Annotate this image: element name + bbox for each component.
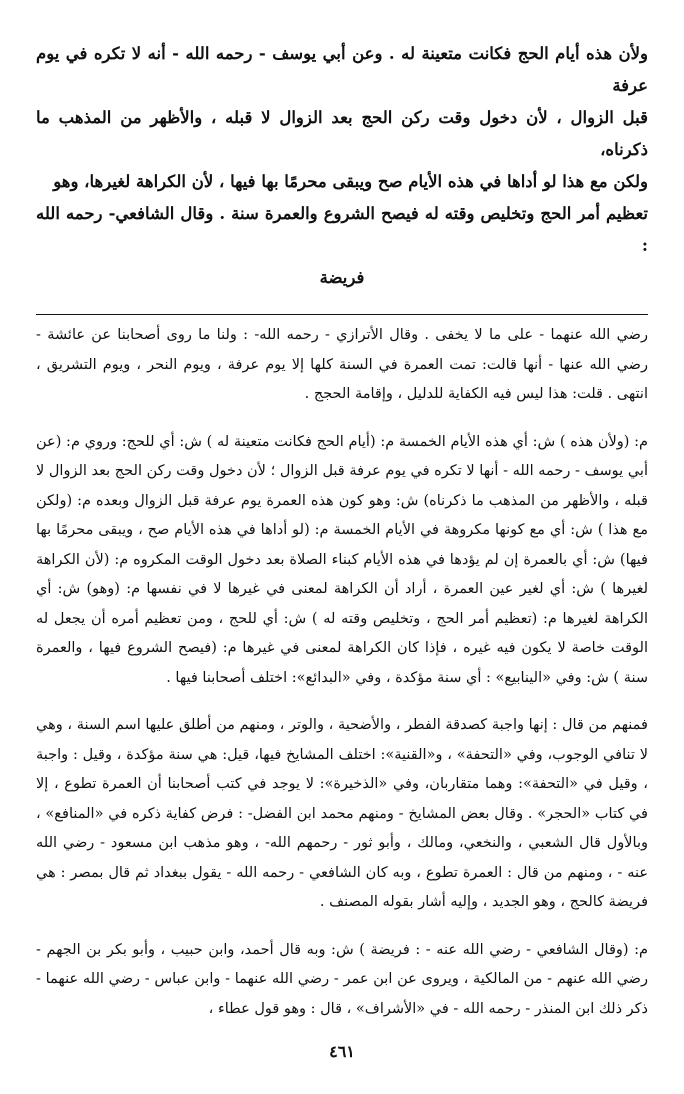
commentary-paragraph-4: م: (وقال الشافعي - رضي الله عنه - : فريضة ) ش: وبه قال أحمد، وابن حبيب ، وأبو بكر بن الجهم - رضي الله عنهم - من المالكية ، ويروى عن ابن عمر - رضي الله عنهما - وابن عباس - رضي الله عنهما - ذكر ذلك ابن المنذر - رحمه الله - في «الأشراف» ، قال : وهو قول عطاء ، — [36, 941, 648, 1017]
page-number: ٤٦١ — [329, 1042, 355, 1061]
matn-line-2: قبل الزوال ، لأن دخول وقت ركن الحج بعد الزوال لا قبله ، والأظهر من المذهب ما ذكرناه، — [36, 108, 648, 159]
matn-line-4: تعظيم أمر الحج وتخليص وقته له فيصح الشروع والعمرة سنة . وقال الشافعي- رحمه الله : — [36, 204, 648, 255]
document-page — [36, 38, 648, 1034]
matn-line-1: ولأن هذه أيام الحج فكانت متعينة له . وعن أبي يوسف - رحمه الله - أنه لا تكره في يوم عرفة — [36, 44, 648, 95]
commentary-paragraph-2: م: (ولأن هذه ) ش: أي هذه الأيام الخمسة م: (أيام الحج فكانت متعينة له ) ش: أي للحج: وروي م: (عن أبي يوسف - رحمه الله - أنها لا تكره في يوم عرفة قبل الزوال ؛ لأن دخول وقت ركن الحج بعد الزوال لا قبله ، والأظهر من المذهب ما ذكرناه) ش: وهو كون هذه العمرة يوم عرفة قبل الزوال وبعده م: (ولكن مع هذا ) ش: أي مع كونها مكروهة في الأيام الخمسة م: (لو أداها في هذه الأيام صح ، ويبقى محرمًا بها فيها) ش: أي بالعمرة إن لم يؤدها في هذه الأيام كبناء الصلاة بعد دخول الوقت المكروه م: (لأن الكراهة لغيرها ) ش: أي لغير عين العمرة ، أراد أن الكراهة لمعنى في غيرها لا في نفسها م: (وهو) ش: أي الكراهة لغيرها م: (تعظيم أمر الحج ، وتخليص وقته له ) ش: أي للحج ، ومن تعظيم أمره أن يجعل له الوقت خاصة لا يكون فيه غيره ، فإذا كان الكراهة لمعنى في غيرها م: (فيصح الشروع فيها ، والعمرة سنة ) ش: وفي «الينابيع» : أي سنة مؤكدة ، وفي «البدائع»: اختلف أصحابنا فيها . — [36, 433, 648, 686]
matn-line-3: ولكن مع هذا لو أداها في هذه الأيام صح ويبقى محرمًا بها فيها ، لأن الكراهة لغيرها، وهو — [53, 172, 648, 191]
matn-line-5: فريضة — [319, 268, 365, 287]
commentary-paragraph-3: فمنهم من قال : إنها واجبة كصدقة الفطر ، والأضحية ، والوتر ، ومنهم من أطلق عليها اسم السنة ، وهي لا تنافي الوجوب، وفي «التحفة» ، و«القنية»: اختلف المشايخ فيها، قيل: هي سنة مؤكدة ، وقيل : واجبة ، وقيل في «التحفة»: وهما متقاربان، وفي «الذخيرة»: لا يوجد في كتب أصحابنا أن العمرة تطوع ، إلا في كتاب «الحجر» . وقال بعض المشايخ - ومنهم محمد ابن الفضل- : فرض كفاية ذكره في «المنافع» ، وبالأول قال الشعبي ، والنخعي، ومالك ، وأبو ثور - رحمهم الله- ، وهو مذهب ابن مسعود - رضي الله عنه - ، ومنهم من قال : العمرة تطوع ، وبه كان الشافعي - رحمه الله - يقول ببغداد ثم قال بمصر : هي فريضة كالحج ، وهو الجديد ، وإليه أشار بقوله المصنف . — [36, 717, 648, 910]
commentary-paragraph-1: رضي الله عنهما - على ما لا يخفى . وقال الأترازي - رحمه الله- : ولنا ما روى أصحابنا عن عائشة - رضي الله عنها - أنها قالت: تمت العمرة في السنة كلها إلا يوم عرفة ، ويوم النحر ، ويوم التشريق ، انتهى . قلت: هذا ليس فيه الكفاية للدليل ، وإقامة الحجج . — [36, 327, 648, 402]
separator-rule — [36, 314, 648, 315]
